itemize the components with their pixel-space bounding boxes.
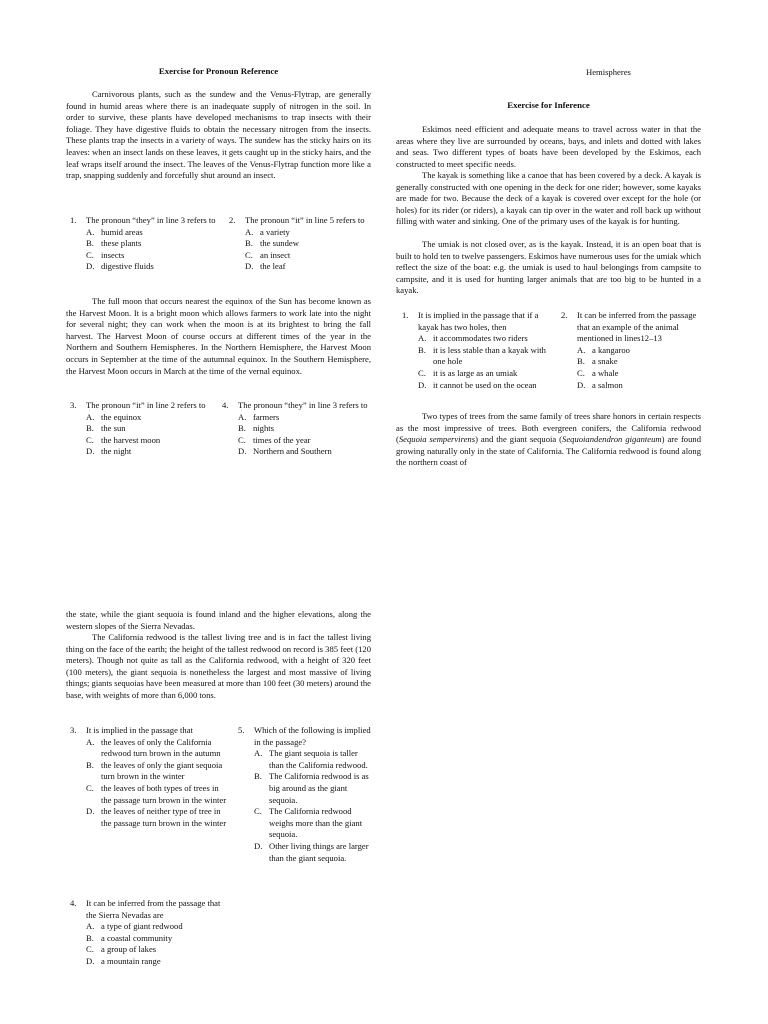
answer-option bbox=[70, 933, 230, 945]
question-text: The pronoun “it” in line 5 refers to bbox=[245, 215, 365, 225]
question-stem bbox=[229, 215, 369, 227]
answer-option bbox=[70, 412, 218, 424]
redwood-passage-continued: the state, while the giant sequoia is found inland and the higher elevations, along the western slopes of the Sierra Nevadas. bbox=[66, 609, 371, 631]
question-number: 4. bbox=[70, 898, 77, 908]
option-text: humid areas bbox=[101, 226, 143, 237]
answer-option bbox=[402, 380, 552, 392]
answer-option bbox=[70, 760, 230, 783]
option-text: a whale bbox=[592, 367, 619, 378]
question-number: 1. bbox=[402, 310, 409, 320]
option-letter: D. bbox=[86, 806, 95, 817]
option-text: the equinox bbox=[101, 411, 142, 422]
question-2-inference bbox=[561, 310, 701, 391]
option-letter: C. bbox=[86, 249, 94, 260]
question-3-pronoun bbox=[70, 400, 218, 458]
option-text: the leaves of only the California redwood turn brown in the autumn bbox=[101, 736, 221, 759]
answer-option bbox=[222, 423, 372, 435]
option-letter: B. bbox=[86, 238, 94, 249]
option-text: Northern and Southern bbox=[253, 446, 332, 457]
question-stem bbox=[70, 725, 230, 737]
option-letter: B. bbox=[86, 759, 94, 770]
option-text: The California redwood is as big around as the giant sequoia. bbox=[269, 771, 369, 805]
answer-option bbox=[222, 435, 372, 447]
harvest-moon-passage: The full moon that occurs nearest the equinox of the Sun has become known as the Harvest Moon. It is a bright moon which allows farmers to work late into the night for several night; they can work when the moon is at its brightest to bring the fall harvest. The Harvest Moon of course occurs at different times of the year in the Northern and Southern Hemispheres. In the Northern Hemisphere, the Harvest Moon occurs in September at the time of the autumnal equinox. In the Southern Hemisphere, the Harvest Moon occurs in March at the time of the vernal equinox. bbox=[66, 296, 371, 376]
option-letter: A. bbox=[577, 344, 586, 355]
answer-option bbox=[402, 333, 552, 345]
question-text: It can be inferred from the passage that the Sierra Nevadas are bbox=[86, 898, 221, 920]
question-stem bbox=[238, 725, 374, 748]
carnivorous-plants-passage: Carnivorous plants, such as the sundew and the Venus-Flytrap, are generally found in humid areas where there is an inadequate supply of nitrogen in the soil. In order to survive, these plants have developed mechanisms to trap insects with their foliage. They have digestive fluids to obtain the necessary nitrogen from the insects. These plants trap the insects in a variety of ways. The sundew has the sticky hairs on its leaves: when an insect lands on these leaves, it gets caught up in the sticky hairs, and the leaf wraps itself around the insect. The leaves of the Venus-Flytrap function more like a trap, snapping suddenly and forcefully shut around an insect. bbox=[66, 89, 371, 181]
option-letter: B. bbox=[238, 423, 246, 434]
option-letter: B. bbox=[254, 771, 262, 782]
option-letter: A. bbox=[86, 736, 95, 747]
answer-option bbox=[70, 261, 218, 273]
option-letter: B. bbox=[86, 932, 94, 943]
redwood-passage-intro bbox=[396, 411, 701, 469]
question-2-pronoun bbox=[229, 215, 369, 273]
question-text: The pronoun “it” in line 2 refers to bbox=[86, 400, 206, 410]
question-stem bbox=[561, 310, 701, 345]
answer-option bbox=[561, 380, 701, 392]
option-text: the leaves of both types of trees in the passage turn brown in the winter bbox=[101, 782, 227, 805]
option-text: times of the year bbox=[253, 434, 311, 445]
redwood-passage-height: The California redwood is the tallest living tree and is in fact the tallest living thing on the face of the earth; the height of the tallest redwood on record is 385 feet (120 meters). Though not quite as tall as the California redwood, with a height of 320 feet (100 meters), the giant sequoia is nonetheless the largest and most massive of living things; giants sequoias have been measured at more than 100 feet (30 meters) around the base, with weights of more than 6,000 tons. bbox=[66, 632, 371, 700]
question-number: 1. bbox=[70, 215, 77, 225]
option-text: the sundew bbox=[260, 238, 299, 249]
question-stem bbox=[222, 400, 372, 412]
question-number: 5. bbox=[238, 725, 245, 735]
answer-option bbox=[70, 783, 230, 806]
answer-option bbox=[238, 841, 374, 864]
answer-option bbox=[229, 250, 369, 262]
option-text: a group of lakes bbox=[101, 944, 157, 955]
answer-option bbox=[70, 446, 218, 458]
option-text: farmers bbox=[253, 411, 280, 422]
pronoun-exercise-title: Exercise for Pronoun Reference bbox=[158, 66, 279, 76]
question-4-pronoun bbox=[222, 400, 372, 458]
option-letter: C. bbox=[238, 434, 246, 445]
option-text: a kangaroo bbox=[592, 344, 630, 355]
option-text: a snake bbox=[592, 356, 618, 367]
question-number: 4. bbox=[222, 400, 229, 410]
option-letter: A. bbox=[254, 748, 263, 759]
option-letter: B. bbox=[245, 238, 253, 249]
option-letter: C. bbox=[86, 434, 94, 445]
option-text: it is less stable than a kayak with one hole bbox=[433, 344, 546, 367]
answer-option bbox=[402, 368, 552, 380]
eskimo-passage-p1: Eskimos need efficient and adequate means to travel across water in that the areas where they live are surrounded by oceans, bays, and inlets and dotted with lakes and seas. Two different types of boats have been developed by the Eskimos, each constructed to meet specific needs. bbox=[396, 124, 701, 169]
option-text: The giant sequoia is taller than the California redwood. bbox=[269, 748, 368, 770]
question-3-redwood bbox=[70, 725, 230, 829]
option-letter: A. bbox=[418, 333, 427, 344]
option-letter: C. bbox=[245, 249, 253, 260]
hemispheres-header: Hemispheres bbox=[586, 67, 631, 77]
inference-exercise-title: Exercise for Inference bbox=[507, 100, 590, 110]
option-letter: B. bbox=[418, 344, 426, 355]
redwood-text-c: ) are found growing naturally only in the state of California. The California redwood is found along the northern coast of bbox=[396, 434, 701, 468]
option-letter: D. bbox=[238, 446, 247, 457]
question-4-redwood bbox=[70, 898, 230, 968]
option-letter: D. bbox=[86, 261, 95, 272]
option-letter: D. bbox=[254, 840, 263, 851]
question-text: The pronoun “they” in line 3 refers to bbox=[238, 400, 368, 410]
option-text: an insect bbox=[260, 249, 291, 260]
question-text: It is implied in the passage that if a kayak has two holes, then bbox=[418, 310, 539, 332]
question-number: 2. bbox=[561, 310, 568, 320]
question-1-inference bbox=[402, 310, 552, 391]
option-letter: A. bbox=[238, 411, 247, 422]
option-letter: A. bbox=[86, 411, 95, 422]
option-text: nights bbox=[253, 423, 275, 434]
answer-option bbox=[561, 356, 701, 368]
question-number: 2. bbox=[229, 215, 236, 225]
option-letter: C. bbox=[86, 782, 94, 793]
redwood-text-a: Two types of trees from the same family of trees share honors in certain respects as the most impressive of trees. Both evergreen conifers, the California redwood ( bbox=[396, 411, 701, 445]
option-text: a mountain range bbox=[101, 955, 161, 966]
option-text: insects bbox=[101, 249, 125, 260]
question-stem bbox=[70, 400, 218, 412]
answer-option bbox=[238, 806, 374, 841]
answer-option bbox=[222, 446, 372, 458]
eskimo-passage-umiak: The umiak is not closed over, as is the kayak. Instead, it is an open boat that is built to hold ten to twelve passengers. Eskimos have numerous uses for the umiak which reflect the size of the boat: e.g. the umiak is used to haul belongings from campsite to campsite, and it is used for hunting larger animals that are too big to be hunted in a kayak. bbox=[396, 239, 701, 296]
option-text: the leaves of neither type of tree in the passage turn brown in the winter bbox=[101, 806, 227, 828]
option-letter: D. bbox=[245, 261, 254, 272]
option-letter: A. bbox=[86, 921, 95, 932]
option-text: the night bbox=[101, 446, 132, 457]
option-text: it is as large as an umiak bbox=[433, 367, 518, 378]
question-number: 3. bbox=[70, 400, 77, 410]
option-text: Other living things are larger than the giant sequoia. bbox=[269, 840, 369, 863]
answer-option bbox=[70, 250, 218, 262]
answer-option bbox=[561, 368, 701, 380]
option-text: these plants bbox=[101, 238, 142, 249]
option-text: the harvest moon bbox=[101, 434, 161, 445]
option-letter: C. bbox=[418, 367, 426, 378]
option-letter: A. bbox=[245, 226, 254, 237]
answer-option bbox=[70, 956, 230, 968]
option-letter: B. bbox=[86, 423, 94, 434]
answer-option bbox=[70, 921, 230, 933]
question-text: It is implied in the passage that bbox=[86, 725, 193, 735]
answer-option bbox=[70, 435, 218, 447]
redwood-text-b: ) and the giant sequoia ( bbox=[475, 434, 563, 445]
option-text: it cannot be used on the ocean bbox=[433, 379, 537, 390]
option-text: a type of giant redwood bbox=[101, 921, 183, 932]
question-1-pronoun bbox=[70, 215, 218, 273]
option-letter: D. bbox=[86, 955, 95, 966]
option-letter: A. bbox=[86, 226, 95, 237]
sequoia-latin-name: Sequoiandendron giganteum bbox=[562, 434, 662, 445]
question-5-redwood bbox=[238, 725, 374, 864]
answer-option bbox=[229, 238, 369, 250]
answer-option bbox=[238, 771, 374, 806]
eskimo-passage-kayak: The kayak is something like a canoe that has been covered by a deck. A kayak is generally constructed with one opening in the deck for one rider; however, some kayaks are made for two. Because the deck of a kayak is covered over except for the hole (or holes) for its rider (or riders), a kayak can tip over in the water and roll back up without filling with water and sinking. One of the primary uses of the kayak is for hunting. bbox=[396, 170, 701, 227]
answer-option bbox=[70, 423, 218, 435]
question-text: Which of the following is implied in the passage? bbox=[254, 725, 371, 747]
question-text: It can be inferred from the passage that an example of the animal mentioned in lines12–13 bbox=[577, 310, 697, 344]
option-text: the sun bbox=[101, 423, 126, 434]
answer-option bbox=[238, 748, 374, 771]
answer-option bbox=[229, 227, 369, 239]
option-letter: D. bbox=[86, 446, 95, 457]
option-text: a variety bbox=[260, 226, 290, 237]
option-text: the leaves of only the giant sequoia turn brown in the winter bbox=[101, 759, 223, 782]
answer-option bbox=[229, 261, 369, 273]
answer-option bbox=[70, 806, 230, 829]
option-letter: B. bbox=[577, 356, 585, 367]
option-text: digestive fluids bbox=[101, 261, 154, 272]
option-text: The California redwood weighs more than the giant sequoia. bbox=[269, 806, 363, 840]
option-text: the leaf bbox=[260, 261, 286, 272]
redwood-latin-name: Sequoia sempervirens bbox=[398, 434, 476, 445]
option-text: a coastal community bbox=[101, 932, 173, 943]
answer-option bbox=[70, 227, 218, 239]
answer-option bbox=[70, 944, 230, 956]
question-stem bbox=[70, 898, 230, 921]
option-letter: D. bbox=[418, 379, 427, 390]
option-letter: C. bbox=[577, 367, 585, 378]
option-letter: C. bbox=[254, 806, 262, 817]
question-stem bbox=[402, 310, 552, 333]
answer-option bbox=[402, 345, 552, 368]
option-letter: D. bbox=[577, 379, 586, 390]
question-text: The pronoun “they” in line 3 refers to bbox=[86, 215, 216, 225]
answer-option bbox=[222, 412, 372, 424]
question-number: 3. bbox=[70, 725, 77, 735]
option-text: it accommodates two riders bbox=[433, 333, 528, 344]
answer-option bbox=[70, 737, 230, 760]
question-stem bbox=[70, 215, 218, 227]
answer-option bbox=[561, 345, 701, 357]
option-letter: C. bbox=[86, 944, 94, 955]
answer-option bbox=[70, 238, 218, 250]
option-text: a salmon bbox=[592, 379, 623, 390]
